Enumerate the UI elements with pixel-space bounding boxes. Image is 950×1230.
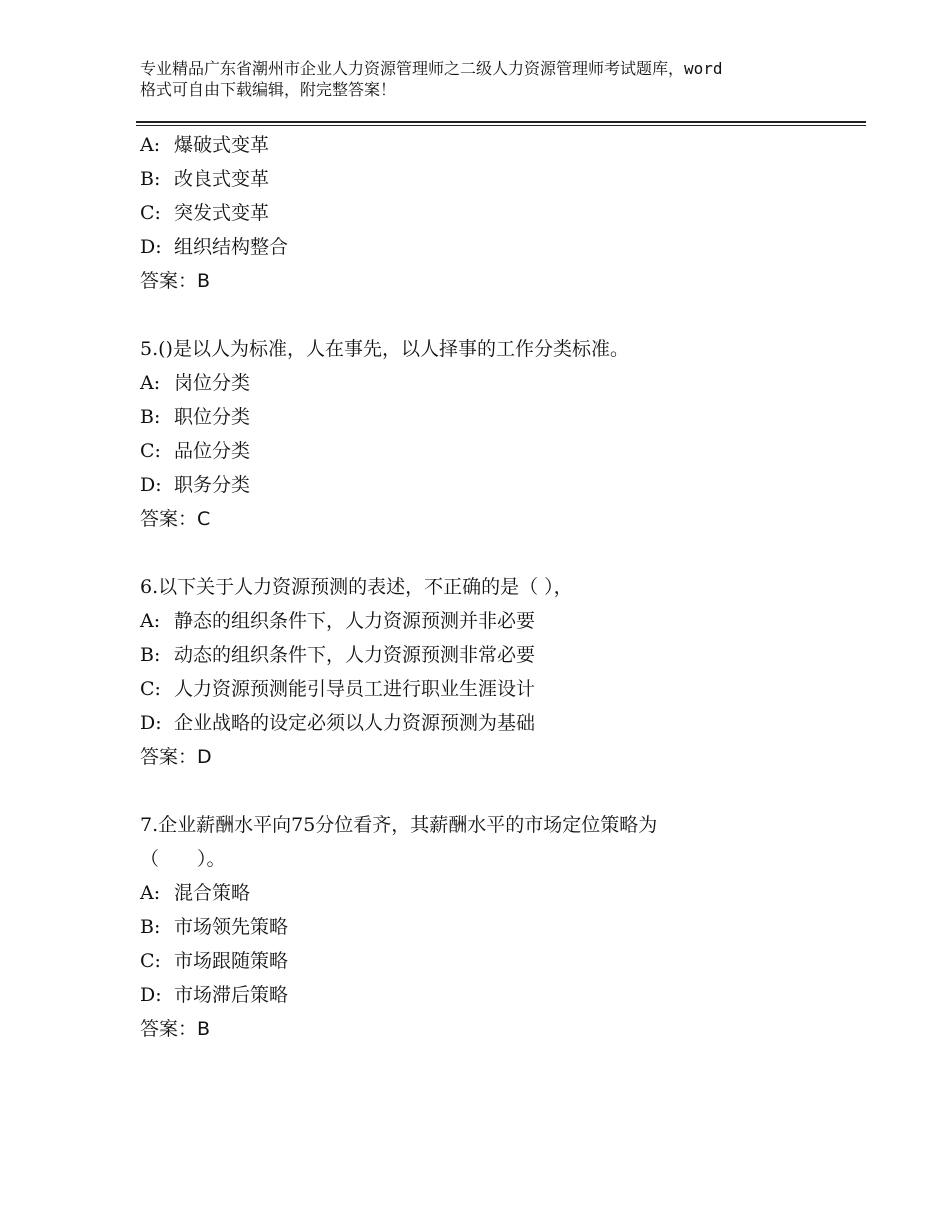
option-d: D: 市场滞后策略: [140, 984, 289, 1006]
question-list: [140, 128, 860, 1046]
header-rule-thick: [136, 121, 866, 123]
option-b: B: 市场领先策略: [140, 916, 289, 938]
option-text: 品位分类: [174, 440, 251, 462]
option-c: C: 品位分类: [140, 440, 251, 462]
option-c: C: 突发式变革: [140, 202, 270, 224]
option-text: 组织结构整合: [174, 236, 289, 258]
option-text: 岗位分类: [174, 372, 251, 394]
question-block-6: [140, 570, 860, 774]
option-c: C: 人力资源预测能引导员工进行职业生涯设计: [140, 678, 536, 700]
option-c: C: 市场跟随策略: [140, 950, 289, 972]
option-text: 静态的组织条件下，人力资源预测并非必要: [174, 610, 536, 632]
answer-line: 答案：B: [140, 1018, 211, 1040]
question-block-5: [140, 332, 860, 536]
answer-line: 答案：D: [140, 746, 212, 768]
option-d: D: 企业战略的设定必须以人力资源预测为基础: [140, 712, 536, 734]
header-rule-thin: [136, 125, 866, 126]
option-text: 突发式变革: [174, 202, 270, 224]
option-text: 混合策略: [174, 882, 251, 904]
option-text: 爆破式变革: [174, 134, 270, 156]
question-text-continued: （ ）。: [140, 848, 226, 870]
option-text: 市场滞后策略: [174, 984, 289, 1006]
option-b: B: 职位分类: [140, 406, 251, 428]
question-text: 5.()是以人为标准，人在事先，以人择事的工作分类标准。: [140, 338, 629, 360]
option-text: 职务分类: [174, 474, 251, 496]
option-d: D: 组织结构整合: [140, 236, 289, 258]
option-text: 动态的组织条件下，人力资源预测非常必要: [174, 644, 536, 666]
option-a: A: 静态的组织条件下，人力资源预测并非必要: [140, 610, 536, 632]
option-b: B: 改良式变革: [140, 168, 270, 190]
option-text: 市场领先策略: [174, 916, 289, 938]
option-d: D: 职务分类: [140, 474, 251, 496]
answer-line: 答案：B: [140, 270, 211, 292]
option-text: 改良式变革: [174, 168, 270, 190]
option-text: 企业战略的设定必须以人力资源预测为基础: [174, 712, 536, 734]
question-text: 7.企业薪酬水平向75分位看齐，其薪酬水平的市场定位策略为: [140, 814, 658, 836]
document-header: 专业精品广东省潮州市企业人力资源管理师之二级人力资源管理师考试题库，word 格式可自由下载编辑，附完整答案！: [140, 59, 723, 99]
option-a: A: 爆破式变革: [140, 134, 270, 156]
question-block-4: [140, 128, 860, 298]
option-text: 市场跟随策略: [174, 950, 289, 972]
option-a: A: 岗位分类: [140, 372, 251, 394]
option-text: 人力资源预测能引导员工进行职业生涯设计: [174, 678, 536, 700]
option-a: A: 混合策略: [140, 882, 251, 904]
option-b: B: 动态的组织条件下，人力资源预测非常必要: [140, 644, 536, 666]
answer-line: 答案：C: [140, 508, 211, 530]
option-text: 职位分类: [174, 406, 251, 428]
question-text: 6.以下关于人力资源预测的表述，不正确的是（ ），: [140, 576, 573, 598]
question-block-7: [140, 808, 860, 1046]
